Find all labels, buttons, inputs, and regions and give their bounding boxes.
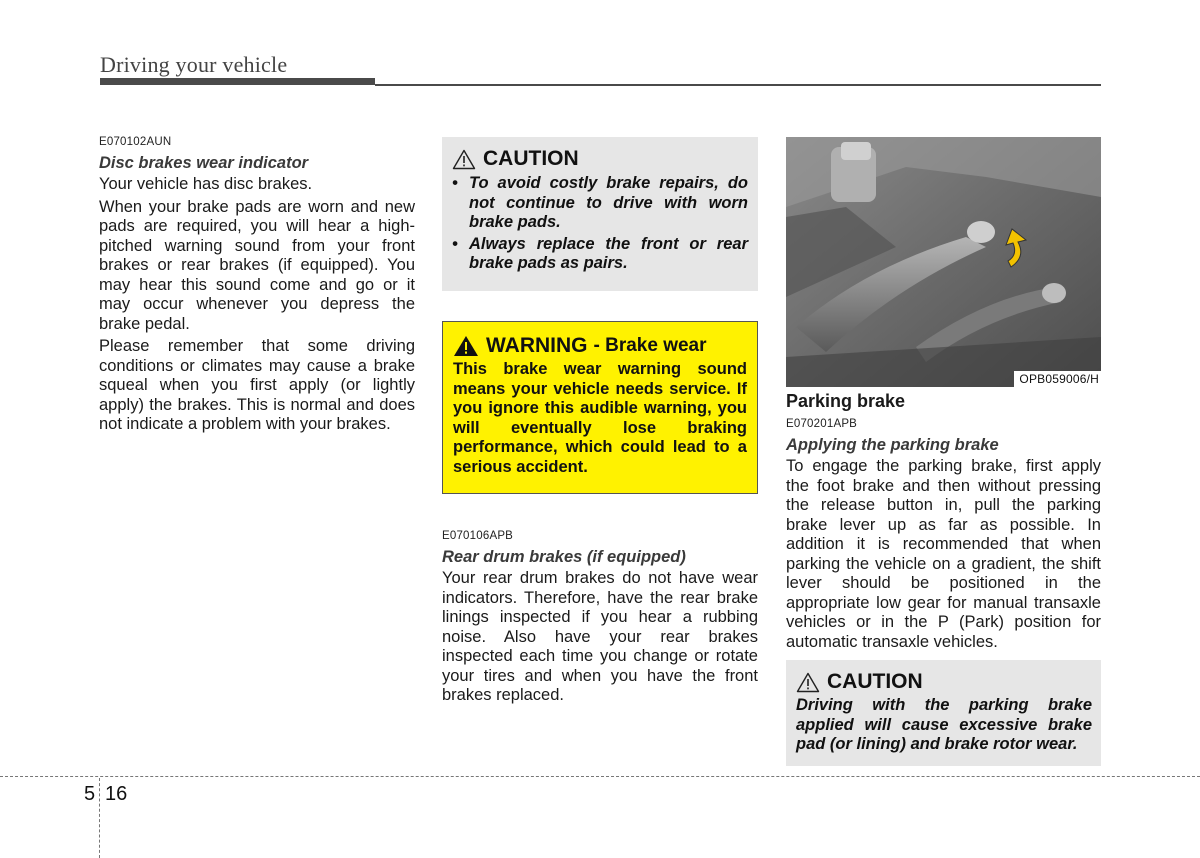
column-brake-notices xyxy=(442,137,758,709)
caution-heading xyxy=(796,670,1092,694)
warning-box-brake-wear xyxy=(442,321,758,494)
photo-caption: OPB059006/H xyxy=(1014,371,1101,387)
caution-item: • Always replace the front or rear brake pads as pairs. xyxy=(452,234,748,272)
parking-brake-photo xyxy=(786,137,1101,387)
caution-item: • To avoid costly brake repairs, do not continue to drive with worn brake pads. xyxy=(452,174,748,231)
caution-text: Driving with the parking brake applied will cause excessive brake pad (or lining) and brake rotor wear. xyxy=(796,696,1092,753)
paragraph: When your brake pads are worn and new pads are required, you will hear a high-pitched warning sound from your front brakes or rear brakes (if equipped). You may hear this sound come and go or it may occur whenever you depress the brake pedal. xyxy=(99,197,415,333)
section-code: E070102AUN xyxy=(99,136,172,148)
paragraph: Please remember that some driving conditions or climates may cause a brake squeal when you first apply (or lightly apply) the brakes. This is normal and does not indicate a problem with your brakes. xyxy=(99,337,415,433)
caution-item-text: To avoid costly brake repairs, do not continue to drive with worn brake pads. xyxy=(469,174,748,231)
caution-list xyxy=(452,174,748,274)
header-rule-thin xyxy=(375,84,1101,86)
paragraph: Your vehicle has disc brakes. xyxy=(99,175,313,193)
column-parking-brake xyxy=(786,137,1101,766)
caution-title: CAUTION xyxy=(483,147,579,170)
warning-triangle-icon xyxy=(796,672,820,693)
rear-drum-section xyxy=(442,530,758,706)
warning-title: WARNING xyxy=(486,334,588,357)
parking-brake-section xyxy=(786,391,1101,652)
warning-triangle-icon xyxy=(452,149,476,170)
warning-triangle-filled-icon xyxy=(453,335,479,357)
section-subheading: Rear drum brakes (if equipped) xyxy=(442,548,686,566)
section-subheading: Disc brakes wear indicator xyxy=(99,154,309,172)
section-code: E070106APB xyxy=(442,530,514,542)
warning-text: This brake wear warning sound means your vehicle needs service. If you ignore this audible warning, you will eventually lose braking performance, which could lead to a serious accident. xyxy=(453,360,747,476)
caution-box-parking-brake xyxy=(786,660,1101,766)
caution-title: CAUTION xyxy=(827,670,923,693)
caution-item-text: Always replace the front or rear brake pads as pairs. xyxy=(469,234,748,272)
paragraph: To engage the parking brake, first apply the foot brake and then without pressing the release button in, pull the parking brake lever up as far as possible. In addition it is recommended that when parking the vehicle on a gradient, the shift lever should be positioned in the appropriate low gear for manual transaxle vehicles or in the P (Park) position for automatic transaxle vehicles. xyxy=(786,457,1101,651)
section-number: 5 xyxy=(84,783,96,805)
warning-heading xyxy=(453,334,747,358)
page-number: 16 xyxy=(105,783,128,805)
page-header-title: Driving your vehicle xyxy=(100,52,288,77)
section-code: E070201APB xyxy=(786,418,858,430)
footer-divider xyxy=(0,776,1200,777)
section-subheading: Applying the parking brake xyxy=(786,436,999,454)
section-title: Parking brake xyxy=(786,391,906,411)
paragraph: Your rear drum brakes do not have wear indicators. Therefore, have the rear brake linings inspected if you hear a rubbing noise. Also have your rear brakes inspected each time you change or rotate your tires and when you have the front brakes replaced. xyxy=(442,569,758,704)
caution-heading xyxy=(452,147,748,171)
warning-subtitle: - Brake wear xyxy=(593,335,707,356)
header-rule-thick xyxy=(100,78,375,85)
caution-box-brake-pads xyxy=(442,137,758,291)
footer-vertical-divider xyxy=(99,778,100,858)
parking-brake-lever-illustration xyxy=(786,137,1101,387)
column-disc-brakes xyxy=(99,136,415,438)
